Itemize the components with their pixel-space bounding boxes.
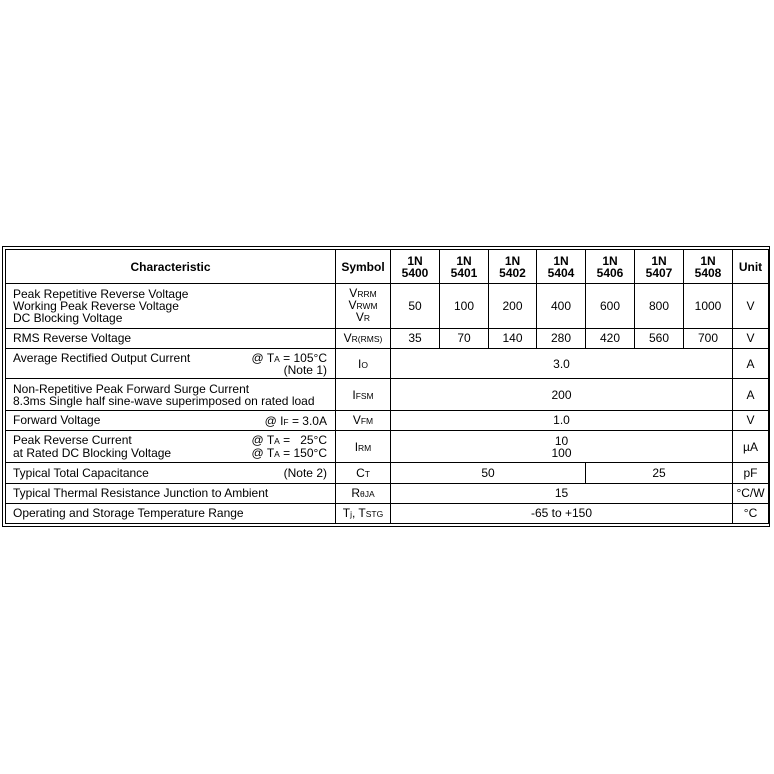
value-cell: 70 <box>440 328 489 348</box>
table-row <box>6 410 769 430</box>
value-cell: 35 <box>391 328 440 348</box>
symbol-cell: IO <box>336 349 391 379</box>
header-part: 1N 5400 <box>391 250 440 284</box>
unit-cell: A <box>733 349 769 379</box>
header-unit: Unit <box>733 250 769 284</box>
value-cell: 200 <box>489 284 537 328</box>
value-cell: 100 <box>440 284 489 328</box>
characteristic-cell: Peak Repetitive Reverse Voltage Working Peak Reverse Voltage DC Blocking Voltage <box>6 284 336 328</box>
unit-cell: °C <box>733 503 769 523</box>
header-row <box>6 250 769 284</box>
header-symbol: Symbol <box>336 250 391 284</box>
value-cell: -65 to +150 <box>391 503 733 523</box>
symbol-cell: VFM <box>336 410 391 430</box>
header-part: 1N 5408 <box>684 250 733 284</box>
characteristic-cell: Non-Repetitive Peak Forward Surge Current 8.3ms Single half sine-wave superimposed on rated load <box>6 379 336 410</box>
value-cell: 140 <box>489 328 537 348</box>
header-part: 1N 5402 <box>489 250 537 284</box>
value-cell: 400 <box>537 284 586 328</box>
unit-cell: V <box>733 328 769 348</box>
header-part: 1N 5401 <box>440 250 489 284</box>
unit-cell: pF <box>733 463 769 483</box>
unit-cell: µA <box>733 430 769 462</box>
unit-cell: °C/W <box>733 483 769 503</box>
characteristic-cell: Operating and Storage Temperature Range <box>6 503 336 523</box>
value-cell: 15 <box>391 483 733 503</box>
value-cell: 1000 <box>684 284 733 328</box>
header-part: 1N 5407 <box>635 250 684 284</box>
table-row <box>6 328 769 348</box>
header-part: 1N 5406 <box>586 250 635 284</box>
table-row <box>6 284 769 328</box>
value-cell: 800 <box>635 284 684 328</box>
characteristic-cell: Average Rectified Output Current @ TA = 105°C (Note 1) <box>6 349 336 379</box>
characteristic-cell: Typical Thermal Resistance Junction to Ambient <box>6 483 336 503</box>
value-cell: 50 <box>391 463 586 483</box>
symbol-cell: VR(RMS) <box>336 328 391 348</box>
value-cell: 50 <box>391 284 440 328</box>
value-cell: 1.0 <box>391 410 733 430</box>
characteristic-cell: Peak Reverse Current at Rated DC Blocking Voltage @ TA = 25°C @ TA = 150°C <box>6 430 336 462</box>
value-cell: 280 <box>537 328 586 348</box>
unit-cell: V <box>733 410 769 430</box>
value-cell: 200 <box>391 379 733 410</box>
characteristic-cell: Typical Total Capacitance (Note 2) <box>6 463 336 483</box>
value-cell: 25 <box>586 463 733 483</box>
table-row <box>6 349 769 379</box>
table-row <box>6 483 769 503</box>
unit-cell: A <box>733 379 769 410</box>
value-cell: 3.0 <box>391 349 733 379</box>
value-cell: 600 <box>586 284 635 328</box>
unit-cell: V <box>733 284 769 328</box>
value-cell: 700 <box>684 328 733 348</box>
symbol-cell: VRRM VRWM VR <box>336 284 391 328</box>
symbol-cell: IFSM <box>336 379 391 410</box>
characteristic-cell: RMS Reverse Voltage <box>6 328 336 348</box>
value-cell: 560 <box>635 328 684 348</box>
symbol-cell: Tj, TSTG <box>336 503 391 523</box>
table-row <box>6 503 769 523</box>
electrical-characteristics-table <box>5 249 769 524</box>
header-part: 1N 5404 <box>537 250 586 284</box>
characteristic-cell: Forward Voltage @ IF = 3.0A <box>6 410 336 430</box>
symbol-cell: IRM <box>336 430 391 462</box>
header-characteristic: Characteristic <box>6 250 336 284</box>
value-cell: 420 <box>586 328 635 348</box>
table-row <box>6 379 769 410</box>
value-cell: 10 100 <box>391 430 733 462</box>
table-row <box>6 430 769 462</box>
table-row <box>6 463 769 483</box>
symbol-cell: RθJA <box>336 483 391 503</box>
symbol-cell: CT <box>336 463 391 483</box>
